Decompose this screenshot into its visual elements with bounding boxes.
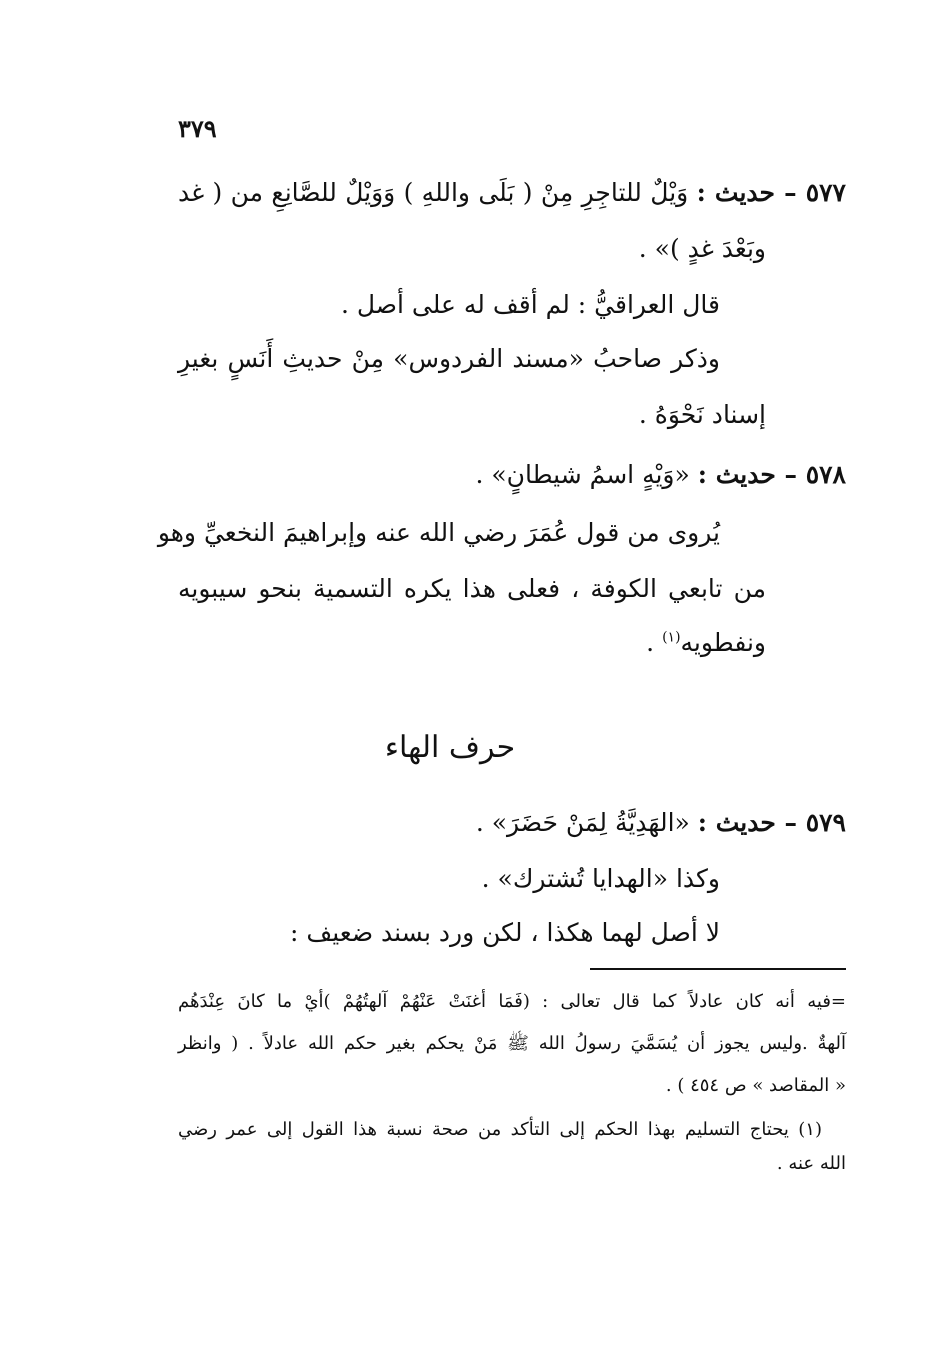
section-heading: حرف الهاء: [384, 730, 516, 765]
entry-577-text: وَيْلٌ للتاجِرِ مِنْ ( بَلَى واللهِ ) وَوَيْلٌ للصَّانِعِ من ( غد: [178, 178, 689, 207]
footnote-separator: [590, 968, 846, 970]
entry-578-period: .: [646, 628, 663, 657]
separator: –: [775, 460, 806, 489]
footnote-continued-line-3: « المقاصد » ص ٤٥٤ ) .: [665, 1075, 846, 1096]
entry-577-line-1: [178, 176, 846, 210]
hadith-label: حديث :: [696, 178, 775, 207]
hadith-label: حديث :: [697, 460, 776, 489]
entry-579-text: «الهَدِيَّةُ لِمَنْ حَضَرَ» .: [475, 808, 690, 837]
separator: –: [775, 808, 806, 837]
footnote-continued-line-2: آلهةٌ .وليس يجوز أن يُسَمَّيَ رسولُ الله ﷺ مَنْ يحكم بغير حكم الله عادلاً . ( وانظر: [178, 1033, 846, 1054]
footnote-continued-line-1: =فيه أنه كان عادلاً كما قال تعالى : (فَمَا أغنَتْ عَنْهُمْ آلهتُهُمْ )أيْ ما كانَ عِنْدَهُم: [178, 991, 846, 1012]
entry-577-line-2: وبَعْدَ غدٍ )» .: [638, 234, 766, 263]
entry-577-line-4: وذكر صاحبُ «مسند الفردوس» مِنْ حديثِ أَنَسٍ بغيرِ: [178, 344, 720, 373]
entry-579-number: ٥٧٩: [805, 808, 846, 837]
entry-577-line-3: قال العراقيُّ : لم أقف له على أصل .: [340, 290, 720, 319]
entry-578-line-1: [430, 458, 846, 492]
entry-578-line-2: يُروى من قول عُمَرَ رضي الله عنه وإبراهيمَ النخعيِّ وهو: [157, 518, 720, 547]
footnote-1-line-1: (١) يحتاج التسليم بهذا الحكم إلى التأكد من صحة نسبة هذا القول إلى عمر رضي: [178, 1119, 822, 1140]
separator: –: [775, 178, 806, 207]
entry-578-text-end: ونفطويه: [680, 628, 766, 657]
entry-577-line-5: إسناد نَحْوَهُ .: [638, 400, 766, 429]
entry-579-line-2: وكذا «الهدايا تُشترك» .: [481, 864, 720, 893]
footnote-1-line-2: الله عنه .: [776, 1153, 846, 1174]
entry-579-line-1: [430, 806, 846, 840]
entry-578-text: «وَيْهٍ اسمُ شيطانٍ» .: [475, 460, 690, 489]
hadith-label: حديث :: [697, 808, 776, 837]
entry-578-number: ٥٧٨: [805, 460, 846, 489]
entry-577-number: ٥٧٧: [805, 178, 846, 207]
entry-579-line-3: لا أصل لهما هكذا ، لكن ورد بسند ضعيف :: [289, 918, 720, 947]
page-number: ٣٧٩: [178, 114, 217, 143]
footnote-reference-1[interactable]: (١): [662, 629, 681, 646]
entry-578-line-4: [560, 626, 766, 660]
entry-578-line-3: من تابعي الكوفة ، فعلى هذا يكره التسمية بنحو سيبويه: [178, 574, 766, 603]
